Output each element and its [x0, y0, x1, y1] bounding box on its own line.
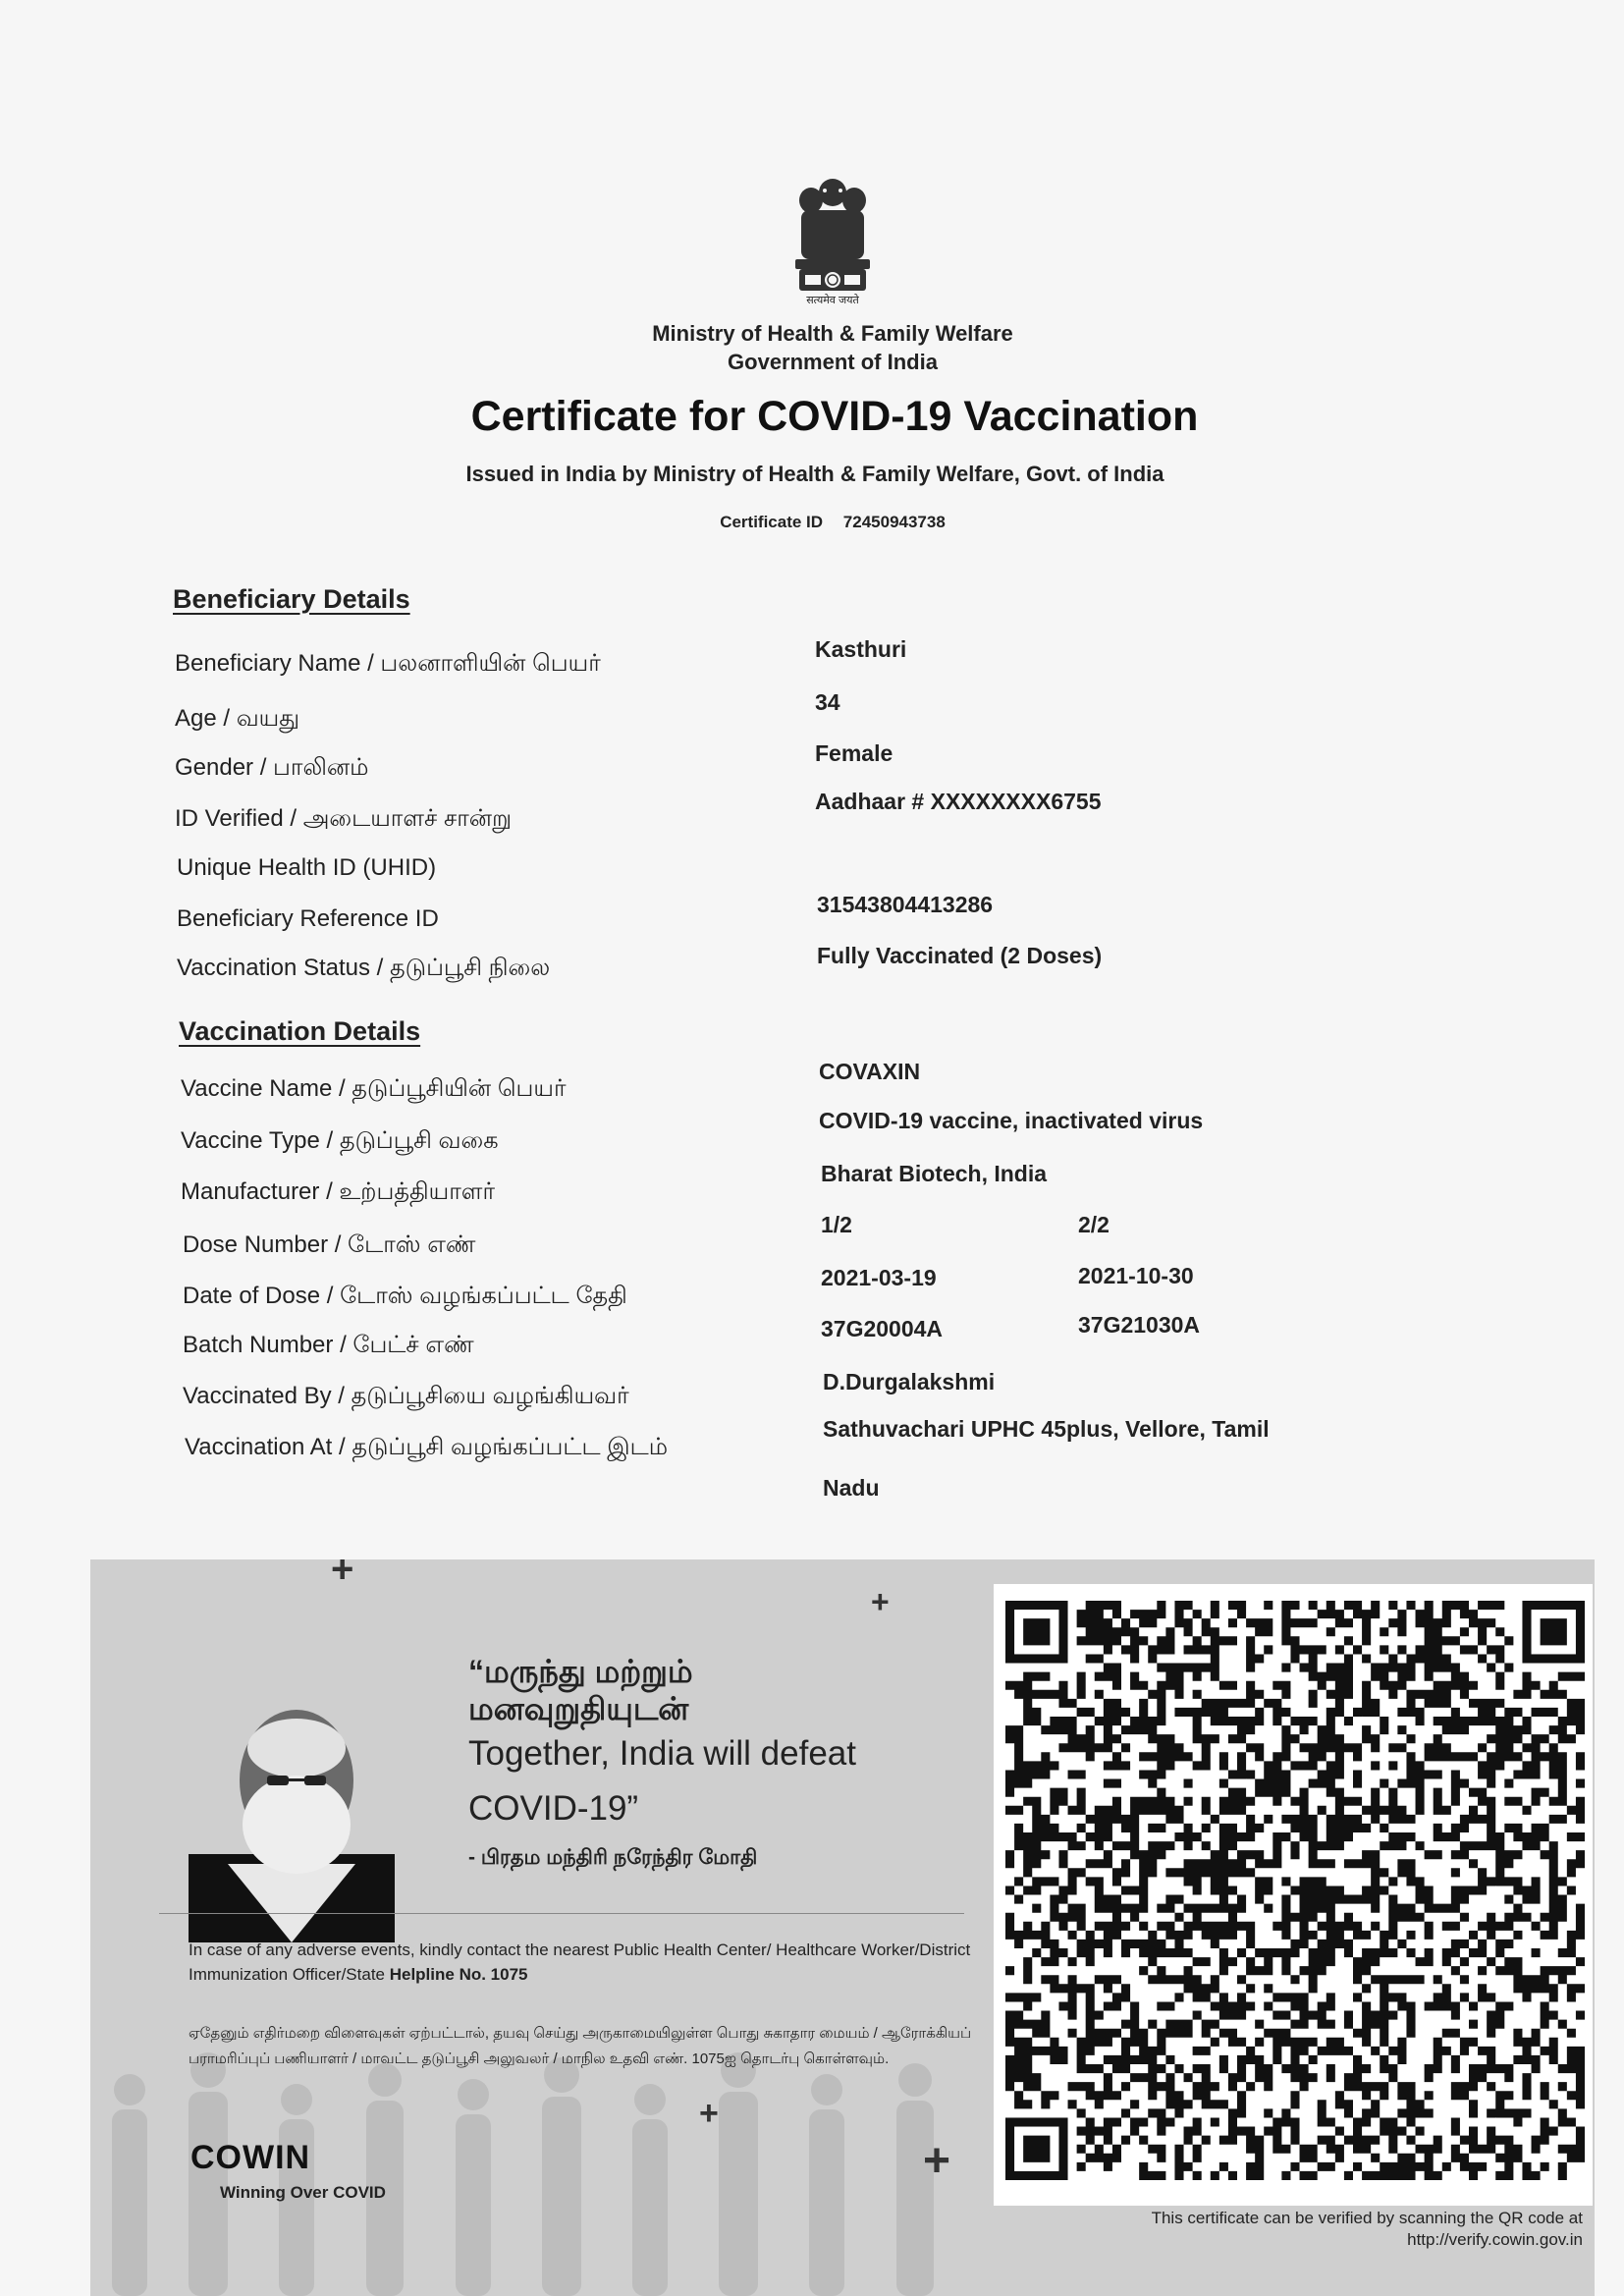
certificate-id-label: Certificate ID [720, 513, 824, 531]
quote-tamil-line-2: மனவுறுதியுடன் [468, 1691, 689, 1726]
ministry-line-1: Ministry of Health & Family Welfare [652, 321, 1013, 346]
vaccination-status-label: Vaccination Status / தடுப்பூசி நிலை [177, 955, 551, 981]
batch-number-label: Batch Number / பேட்ச் எண் [183, 1332, 474, 1358]
plus-decoration-icon: + [331, 1559, 354, 1591]
manufacturer-label: Manufacturer / உற்பத்தியாளர் [181, 1178, 495, 1205]
adverse-events-advisory-tamil: ஏதேனும் எதிர்மறை விளைவுகள் ஏற்பட்டால், தயவு செய்து அருகாமையிலுள்ள பொது சுகாதார மையம் / ஆரோக்கியப் பராமரிப்புப் பணியாளர் / மாவட்ட தடுப்பூசி அலுவலர் / மாநில உதவி எண். 1075ஐ தொடர்பு கொள்ளவும். [189, 2025, 972, 2067]
id-verified-label: ID Verified / அடையாளச் சான்று [175, 805, 513, 832]
batch-number-value-1: 37G20004A [821, 1316, 944, 1341]
age-label: Age / வயது [175, 705, 300, 732]
verification-url[interactable]: http://verify.cowin.gov.in [1407, 2230, 1583, 2249]
dose-number-label: Dose Number / டோஸ் எண் [183, 1231, 476, 1258]
vaccinated-by-label: Vaccinated By / தடுப்பூசியை வழங்கியவர் [183, 1383, 629, 1409]
verification-note [954, 2208, 1583, 2251]
vaccine-type-value: COVID-19 vaccine, inactivated virus [819, 1108, 1204, 1133]
beneficiary-name-value: Kasthuri [815, 636, 907, 662]
beneficiary-reference-id-value: 31543804413286 [817, 892, 994, 917]
vaccine-name-value: COVAXIN [819, 1059, 921, 1084]
vaccination-at-value-cont: Nadu [823, 1475, 880, 1501]
footer-banner [90, 1559, 1595, 2296]
gender-value: Female [815, 740, 893, 766]
vaccination-section-title: Vaccination Details [179, 1016, 421, 1046]
dose-number-value-1: 1/2 [821, 1212, 852, 1237]
cowin-tagline: Winning Over COVID [220, 2183, 386, 2202]
vaccination-status-value: Fully Vaccinated (2 Doses) [817, 943, 1103, 968]
helpline-number: Helpline No. 1075 [389, 1965, 528, 1984]
emblem-motto: सत्यमेव जयते [806, 295, 859, 306]
date-of-dose-value-1: 2021-03-19 [821, 1265, 937, 1290]
beneficiary-reference-id-label: Beneficiary Reference ID [177, 905, 439, 932]
manufacturer-value: Bharat Biotech, India [821, 1161, 1048, 1186]
vaccine-type-label: Vaccine Type / தடுப்பூசி வகை [181, 1127, 499, 1154]
plus-decoration-icon: + [699, 2095, 719, 2132]
quote-attribution: - பிரதம மந்திரி நரேந்திர மோதி [468, 1846, 758, 1869]
certificate-id [550, 513, 1115, 532]
plus-decoration-icon: + [871, 1584, 890, 1619]
qr-code-icon[interactable] [1005, 1601, 1585, 2180]
id-verified-value: Aadhaar # XXXXXXXX6755 [815, 789, 1102, 814]
beneficiary-name-label: Beneficiary Name / பலனாளியின் பெயர் [175, 650, 601, 677]
quote-tamil-line-1: “மருந்து மற்றும் [468, 1654, 693, 1689]
vaccinated-by-value: D.Durgalakshmi [823, 1369, 996, 1394]
uhid-label: Unique Health ID (UHID) [177, 854, 437, 881]
verification-text: This certificate can be verified by scanning the QR code at [1151, 2209, 1583, 2227]
divider [159, 1913, 964, 1914]
portrait-photo [189, 1687, 395, 1942]
batch-number-value-2: 37G21030A [1078, 1312, 1201, 1338]
gender-label: Gender / பாலினம் [175, 754, 369, 781]
vaccine-name-label: Vaccine Name / தடுப்பூசியின் பெயர் [181, 1075, 567, 1102]
age-value: 34 [815, 689, 840, 715]
advisory-text: In case of any adverse events, kindly contact the nearest Public Health Center/ Healthcare Worker/District Immunization Officer/State [189, 1941, 971, 1984]
beneficiary-section-title: Beneficiary Details [173, 584, 410, 614]
adverse-events-advisory [189, 1938, 1013, 1987]
cowin-logo: COWIN [190, 2139, 311, 2176]
plus-decoration-icon: + [923, 2135, 951, 2187]
certificate-id-value: 72450943738 [842, 513, 946, 531]
ministry-name [550, 319, 1115, 376]
date-of-dose-value-2: 2021-10-30 [1078, 1263, 1194, 1288]
date-of-dose-label: Date of Dose / டோஸ் வழங்கப்பட்ட தேதி [183, 1283, 627, 1309]
issued-by: Issued in India by Ministry of Health & Family Welfare, Govt. of India [465, 462, 1164, 486]
quote-tamil [468, 1653, 693, 1727]
vaccination-at-value: Sathuvachari UPHC 45plus, Vellore, Tamil [823, 1416, 1270, 1442]
vaccination-at-label: Vaccination At / தடுப்பூசி வழங்கப்பட்ட இடம் [185, 1434, 668, 1460]
ministry-line-2: Government of India [728, 350, 938, 374]
quote-english: Together, India will defeat COVID-19” [468, 1734, 856, 1828]
dose-number-value-2: 2/2 [1078, 1212, 1110, 1237]
certificate-title: Certificate for COVID-19 Vaccination [470, 393, 1199, 440]
